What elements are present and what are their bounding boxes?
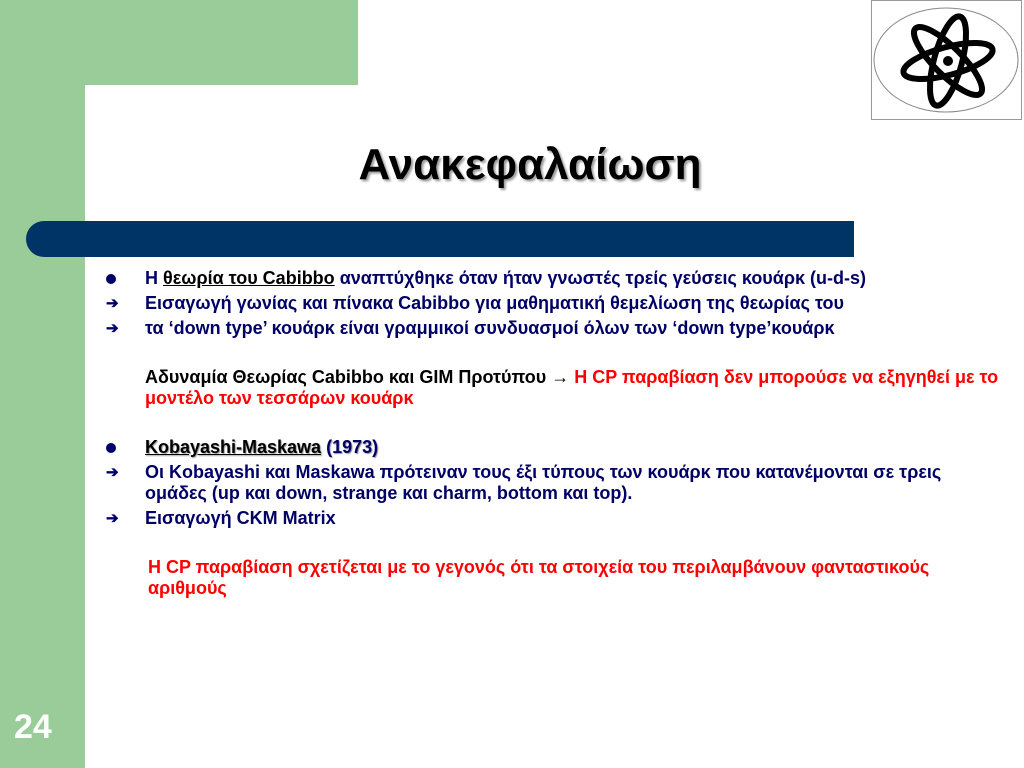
atom-logo — [871, 0, 1022, 120]
bullet-kobayashi-maskawa — [100, 437, 1000, 458]
slide-body — [100, 268, 1000, 599]
arrow-item-text: Εισαγωγή γωνίας και πίνακα Cabibbo για μαθηματική θεμελίωση της θεωρίας του — [145, 293, 844, 313]
note-cp-violation — [100, 557, 1000, 599]
note-text-red: Η CP παραβίαση δεν μπορούσε να εξηγηθεί με το μοντέλο των τεσσάρων κουάρκ — [145, 367, 999, 408]
left-green-band — [0, 0, 85, 768]
arrow-item-text: τα ‘down type’ κουάρκ είναι γραμμικοί συνδυασμοί όλων των ‘down type’κουάρκ — [145, 318, 835, 338]
note-gim-weakness — [100, 367, 1000, 409]
note-text-red: Η CP παραβίαση σχετίζεται με το γεγονός ότι τα στοιχεία του περιλαμβάνουν φανταστικούς αριθμούς — [148, 557, 930, 598]
bullet-year: (1973) — [321, 437, 379, 457]
arrow-item-text: Εισαγωγή CKM Matrix — [145, 508, 336, 528]
bullet-cabibbo — [100, 268, 1000, 289]
arrow-item-down-type — [100, 318, 1000, 339]
slide-title: Ανακεφαλαίωση — [358, 140, 702, 189]
note-text-black: Αδυναμία Θεωρίας Cabibbo και GIM Προτύπου — [145, 367, 552, 387]
slide-number: 24 — [14, 708, 52, 746]
circle-bullet-icon — [106, 268, 126, 289]
circle-bullet-icon — [106, 437, 126, 458]
cabibbo-theory-link[interactable]: θεωρία του Cabibbo — [163, 268, 335, 288]
arrow-right-icon: ➔ — [106, 510, 119, 527]
arrow-right-icon: → — [551, 367, 570, 387]
atom-logo-icon — [872, 1, 1021, 119]
kobayashi-maskawa-link[interactable]: Kobayashi-Maskawa — [145, 437, 322, 457]
arrow-item-ckm — [100, 508, 1000, 529]
bullet-text-rest: αναπτύχθηκε όταν ήταν γνωστές τρείς γεύσεις κουάρκ (u-d-s) — [334, 268, 867, 288]
arrow-item-six-quarks — [100, 462, 1000, 504]
top-green-band — [0, 0, 358, 85]
bullet-text-prefix: Η — [145, 268, 163, 288]
title-underline-bar — [26, 221, 854, 257]
arrow-item-text: Οι Kobayashi και Maskawa πρότειναν τους έξι τύπους των κουάρκ που κατανέμονται σε τρεις ομάδες (up και down, strange και charm, bottom και top). — [145, 462, 942, 503]
arrow-right-icon: ➔ — [106, 295, 119, 312]
arrow-right-icon: ➔ — [106, 320, 119, 337]
arrow-item-cabibbo-angle — [100, 293, 1000, 314]
arrow-right-icon: ➔ — [106, 464, 119, 481]
